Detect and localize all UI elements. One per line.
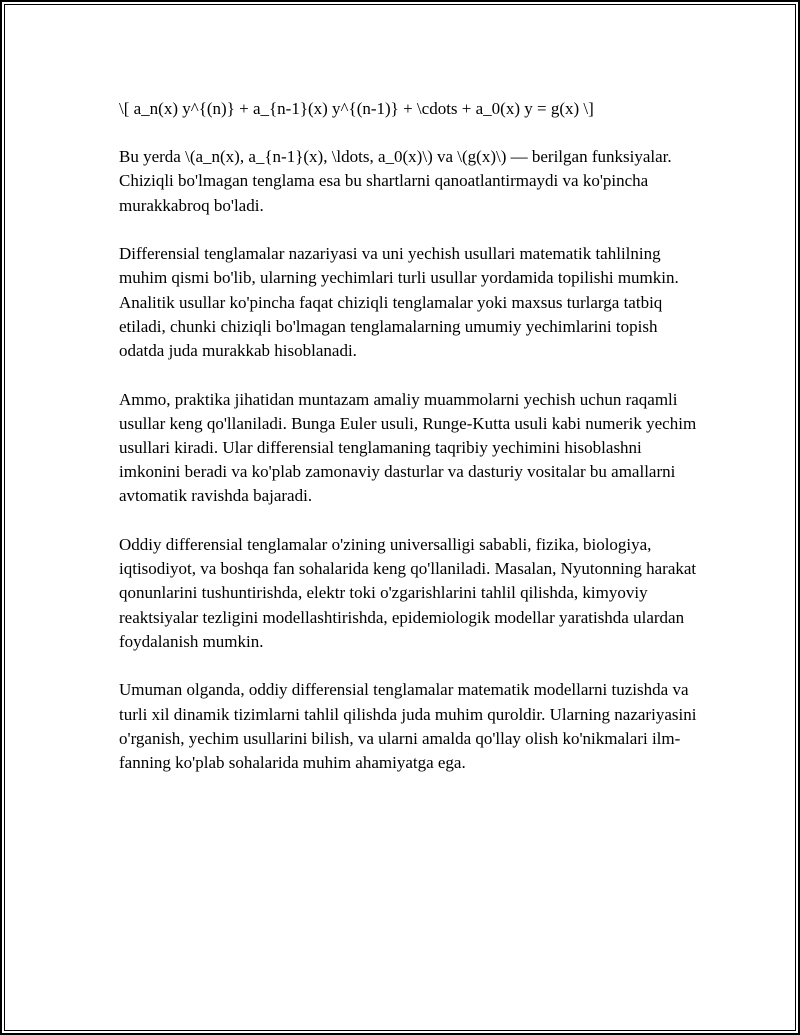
document-body: [119, 97, 699, 800]
paragraph-applications: Oddiy differensial tenglamalar o'zining universalligi sababli, fizika, biologiya, iqtisodiyot, va boshqa fan sohalarida keng qo'llaniladi. Masalan, Nyutonning harakat qonunlarini tushuntirishda, elektr toki o'zgarishlarini tahlil qilishda, kimyoviy reaktsiyalar tezligini modellashtirishda, epidemiologik modellar yaratishda ulardan foydalanish mumkin.: [119, 535, 697, 651]
paragraph-theory: Differensial tenglamalar nazariyasi va uni yechish usullari matematik tahlilning muhim qismi bo'lib, ularning yechimlari turli usullar yordamida topilishi mumkin. Analitik usullar ko'pincha faqat chiziqli tenglamalar yoki maxsus turlarga tatbiq etiladi, chunki chiziqli bo'lmagan tenglamalarning umumiy yechimlarini topish odatda juda murakkab hisoblanadi.: [119, 244, 679, 361]
formula-line: \[ a_n(x) y^{(n)} + a_{n-1}(x) y^{(n-1)} + \cdots + a_0(x) y = g(x) \]: [119, 99, 594, 118]
paragraph-definitions: Bu yerda \(a_n(x), a_{n-1}(x), \ldots, a_0(x)\) va \(g(x)\) — berilgan funksiyalar. Chiziqli bo'lmagan tenglama esa bu shartlarni qanoatlantirmaydi va ko'pincha murakkabroq bo'ladi.: [119, 147, 672, 215]
paragraph-numerical-methods: Ammo, praktika jihatidan muntazam amaliy muammolarni yechish uchun raqamli usullar keng qo'llaniladi. Bunga Euler usuli, Runge-Kutta usuli kabi numerik yechim usullari kiradi. Ular differensial tenglamaning taqribiy yechimini hisoblashni imkonini beradi va ko'plab zamonaviy dasturlar va dasturiy vositalar bu amallarni avtomatik ravishda bajaradi.: [119, 389, 697, 506]
paragraph-conclusion: Umuman olganda, oddiy differensial tenglamalar matematik modellarni tuzishda va turli xil dinamik tizimlarni tahlil qilishda juda muhim quroldir. Ularning nazariyasini o'rganish, yechim usullarini bilish, va ularni amalda qo'llay olish ko'nikmalari ilm-fanning ko'plab sohalarida muhim ahamiyatga ega.: [119, 680, 697, 773]
